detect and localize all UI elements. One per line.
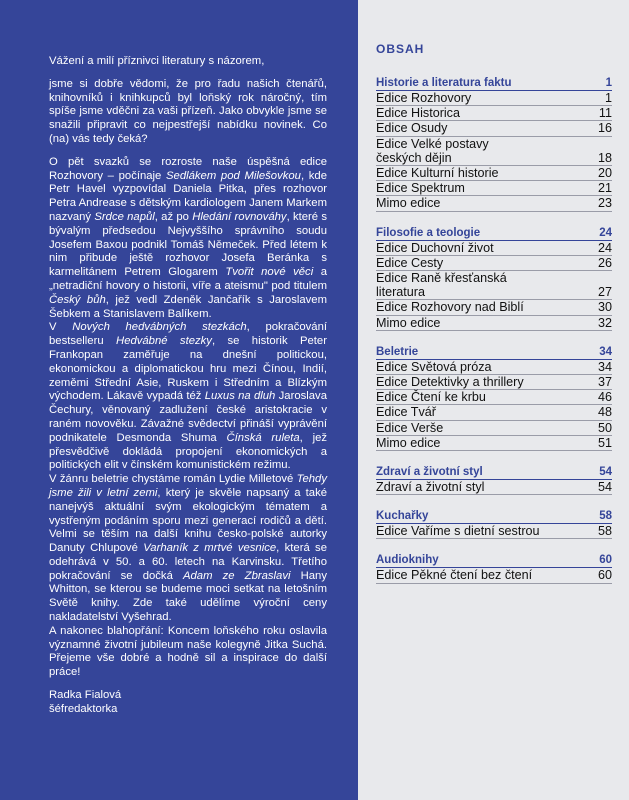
toc-entry-page: 24 [597, 240, 612, 255]
toc-entry[interactable] [376, 300, 612, 315]
toc-panel [358, 0, 629, 800]
toc-section [376, 553, 612, 583]
letter-greeting: Vážení a milí příznivci literatury s názorem, [49, 55, 265, 67]
paragraph-text: , se historik Peter Frankopan zaměřuje na dnešní politickou, ekonomickou a diplomatickou hru mezi Čínou, Indií, zeměmi Střední Asie, Ruskem i Středním a Blízkým východem. Lákavě vypadá též [49, 335, 327, 403]
toc-entry-page: 58 [597, 524, 612, 539]
toc-section-heading[interactable] [376, 345, 612, 360]
toc-entry-label: Edice Světová próza [376, 359, 492, 374]
toc-entry-page: 54 [597, 480, 612, 495]
toc-entry-page: 30 [597, 300, 612, 315]
signature-role: šéfredaktorka [49, 702, 118, 715]
paragraph-text: , které s bývalým předsedou Nejvyššího správního soudu Josefem Baxou podnikl Tomáš Němeček. Před létem k nim přibude ještě rozhovor Josefa Beránka s karmelitánem Petrem Glogarem [49, 210, 327, 279]
toc-section-heading[interactable] [376, 553, 612, 568]
signature-name: Radka Fialová [49, 689, 122, 702]
toc-section-heading[interactable] [376, 509, 612, 524]
toc-sections [376, 76, 612, 584]
toc-entry-page: 46 [597, 390, 612, 405]
toc-entry[interactable] [376, 436, 612, 451]
toc-entry-page: 16 [597, 121, 612, 136]
toc-entry-page: 34 [597, 359, 612, 374]
toc-entry[interactable] [376, 524, 612, 539]
toc-entry-label: Edice Kulturní historie [376, 166, 499, 181]
toc-section-title: Beletrie [376, 345, 419, 358]
toc-entry-page: 18 [597, 150, 612, 165]
toc-entry-page: 37 [597, 375, 612, 390]
toc-section-heading[interactable] [376, 465, 612, 480]
toc-entry[interactable] [376, 241, 612, 256]
toc-entry[interactable] [376, 181, 612, 196]
book-title: Adam ze Zbraslavi [182, 569, 291, 582]
paragraph-text: V žánru beletrie chystáme román Lydie Milletové [49, 473, 297, 486]
book-title: Tehdy jsme žili v letní zemi [49, 473, 327, 499]
toc-entry-page: 27 [597, 285, 612, 300]
paragraph-text: jsme si dobře vědomi, že pro řadu našich čtenářů, knihovníků i knihkupců byl loňský rok náročný, tím spíše jsme vděčni za vaši přízeň. Jako obvykle jsme se snažili připravit co nejpestřejší nabídku novinek. Co (na) vás tedy čeká? [49, 77, 327, 145]
toc-entry[interactable] [376, 390, 612, 405]
paragraph-text: a „netradiční hovory o historii, víře a ateismu" pod titulem [49, 266, 328, 292]
toc-section-title: Filosofie a teologie [376, 226, 481, 239]
letter-paragraph [49, 473, 327, 625]
paragraph-text: A nakonec blahopřání: Koncem loňského roku oslavila významné životní jubileum naše kolegyně Jitka Suchá. Přejeme vše dobré a hodně sil a inspirace do další práce! [49, 624, 327, 679]
toc-entry-label: Edice Historica [376, 106, 460, 121]
toc-entry-label: Mimo edice [376, 315, 441, 330]
toc-entry[interactable] [376, 137, 612, 166]
toc-entry-label: Edice Osudy [376, 121, 448, 136]
toc-entry-label: Edice Pěkné čtení bez čtení [376, 568, 533, 583]
book-title: Srdce napůl [94, 210, 155, 223]
toc-entry[interactable] [376, 480, 612, 495]
toc-entry-page: 51 [597, 435, 612, 450]
toc-entry-page: 50 [597, 420, 612, 435]
toc-entry-label: Edice Tvář [376, 405, 436, 420]
book-title: Hledání rovnováhy [192, 210, 287, 223]
toc-section-title: Audioknihy [376, 554, 439, 567]
paragraph-text: , jež přesvědčivě dokládá propojení ekonomických a politických elit v čínském komunistickém režimu. [49, 431, 328, 472]
toc-entry-page: 20 [597, 166, 612, 181]
book-title: Varhaník z mrtvé vesnice [143, 542, 277, 555]
toc-entry-page: 11 [598, 106, 612, 121]
paragraph-text: V [49, 321, 73, 334]
toc-entry-label: Edice Verše [376, 420, 444, 435]
toc-entry-label: Edice Velké postavy českých dějin [376, 136, 489, 165]
book-title: Sedlákem pod Milešovkou [166, 169, 301, 182]
toc-entry-page: 60 [597, 568, 612, 583]
letter-paragraph [49, 78, 327, 147]
toc-entry[interactable] [376, 271, 612, 300]
paragraph-text: Jaroslava Čechury, věnovaný zadlužení české aristokracie v raném novověku. Závažné svědectví přináší vyprávění podnikatele Desmonda Shuma [49, 390, 327, 444]
toc-entry-label: Zdraví a životní styl [376, 480, 485, 495]
toc-entry-page: 21 [597, 181, 612, 196]
toc-entry[interactable] [376, 106, 612, 121]
toc-section-title: Historie a literatura faktu [376, 77, 512, 89]
letter-paragraph [49, 625, 327, 680]
toc-entry[interactable] [376, 316, 612, 331]
book-title: Čínská ruleta [226, 431, 300, 444]
toc-entry-label: Edice Rozhovory [376, 91, 472, 105]
book-title: Nových hedvábných stezkách [72, 321, 247, 334]
toc-entry-label: Edice Čtení ke krbu [376, 390, 486, 405]
toc-entry-page: 23 [597, 196, 612, 211]
toc-entry[interactable] [376, 375, 612, 390]
book-title: Tvořit nové věci [225, 266, 314, 279]
toc-entry-label: Edice Duchovní život [376, 240, 494, 255]
toc-entry-label: Edice Vaříme s dietní sestrou [376, 524, 540, 539]
book-title: Český bůh [49, 293, 106, 306]
letter-paragraph [49, 156, 327, 322]
toc-entry-label: Edice Raně křesťanská literatura [376, 271, 507, 300]
toc-entry-page: 48 [597, 405, 612, 420]
toc-entry-page: 32 [597, 315, 612, 330]
toc-entry[interactable] [376, 421, 612, 436]
toc-entry[interactable] [376, 360, 612, 375]
toc-section-page: 24 [599, 226, 612, 239]
paragraph-text: , pokračování bestselleru [49, 321, 327, 348]
toc-section-heading[interactable] [376, 226, 612, 241]
toc-section-title: Zdraví a životní styl [376, 466, 483, 479]
toc-section [376, 465, 612, 495]
paragraph-text: , která se odehrává v 50. a 60. letech na Karvinsku. Třetího pokračování se dočká [49, 542, 327, 582]
toc-section-page: 54 [599, 466, 612, 479]
toc-section-page: 1 [605, 77, 612, 89]
toc-section [376, 509, 612, 539]
toc-entry-label: Mimo edice [376, 196, 441, 211]
toc-title: OBSAH [376, 42, 425, 56]
toc-section-page: 60 [599, 554, 612, 567]
toc-entry[interactable] [376, 405, 612, 420]
toc-section [376, 76, 612, 212]
toc-section-title: Kuchařky [376, 510, 429, 523]
letter-body [49, 78, 327, 680]
toc-section-heading[interactable] [376, 76, 612, 91]
paragraph-text: , jež vedl Zdeněk Jančařík s Jaroslavem Šebkem a Stanislavem Balíkem. [49, 293, 327, 320]
paragraph-text: O pět svazků se rozroste naše úspěšná edice Rozhovory – počínaje [49, 155, 327, 182]
toc-entry-page: 26 [597, 255, 612, 270]
toc-section [376, 345, 612, 451]
toc-entry[interactable] [376, 568, 612, 583]
letter-paragraph [49, 321, 327, 473]
toc-entry[interactable] [376, 91, 612, 106]
toc-entry-label: Edice Rozhovory nad Biblí [376, 300, 524, 315]
toc-entry-label: Edice Spektrum [376, 181, 465, 196]
editorial-letter [49, 55, 327, 717]
toc-entry[interactable] [376, 121, 612, 136]
book-title: Luxus na dluh [204, 390, 276, 403]
toc-entry-label: Edice Detektivky a thrillery [376, 375, 524, 390]
toc-section-page: 34 [599, 345, 612, 358]
toc-section-page: 58 [599, 510, 612, 523]
book-title: Hedvábné stezky [116, 335, 212, 348]
toc-entry[interactable] [376, 256, 612, 271]
paragraph-text: , který je skvěle napsaný a také nanejvýš aktuální svým ekologickým tématem a vystřeným podáním sporu mezi generací rodičů a dětí. Velmi se těším na další knihu česko-polské autorky Danuty Chlupové [49, 486, 327, 555]
toc-entry[interactable] [376, 196, 612, 211]
toc-section [376, 226, 612, 331]
toc-entry-label: Edice Cesty [376, 255, 444, 270]
toc-entry-label: Mimo edice [376, 435, 441, 450]
toc-entry[interactable] [376, 166, 612, 181]
toc-entry-page: 1 [604, 91, 612, 105]
paragraph-text: Hany Whitton, se kterou se budeme moci setkat na letošním Světě knihy. Zde také udělíme výroční ceny nakladatelství Vyšehrad. [49, 569, 327, 624]
paragraph-text: , kde Petr Havel vyzpovídal Daniela Pitka, přes rozhovor Petra Andrease s dětským kardiologem Janem Markem nazvaný [49, 169, 327, 223]
paragraph-text: , až po [154, 210, 193, 223]
